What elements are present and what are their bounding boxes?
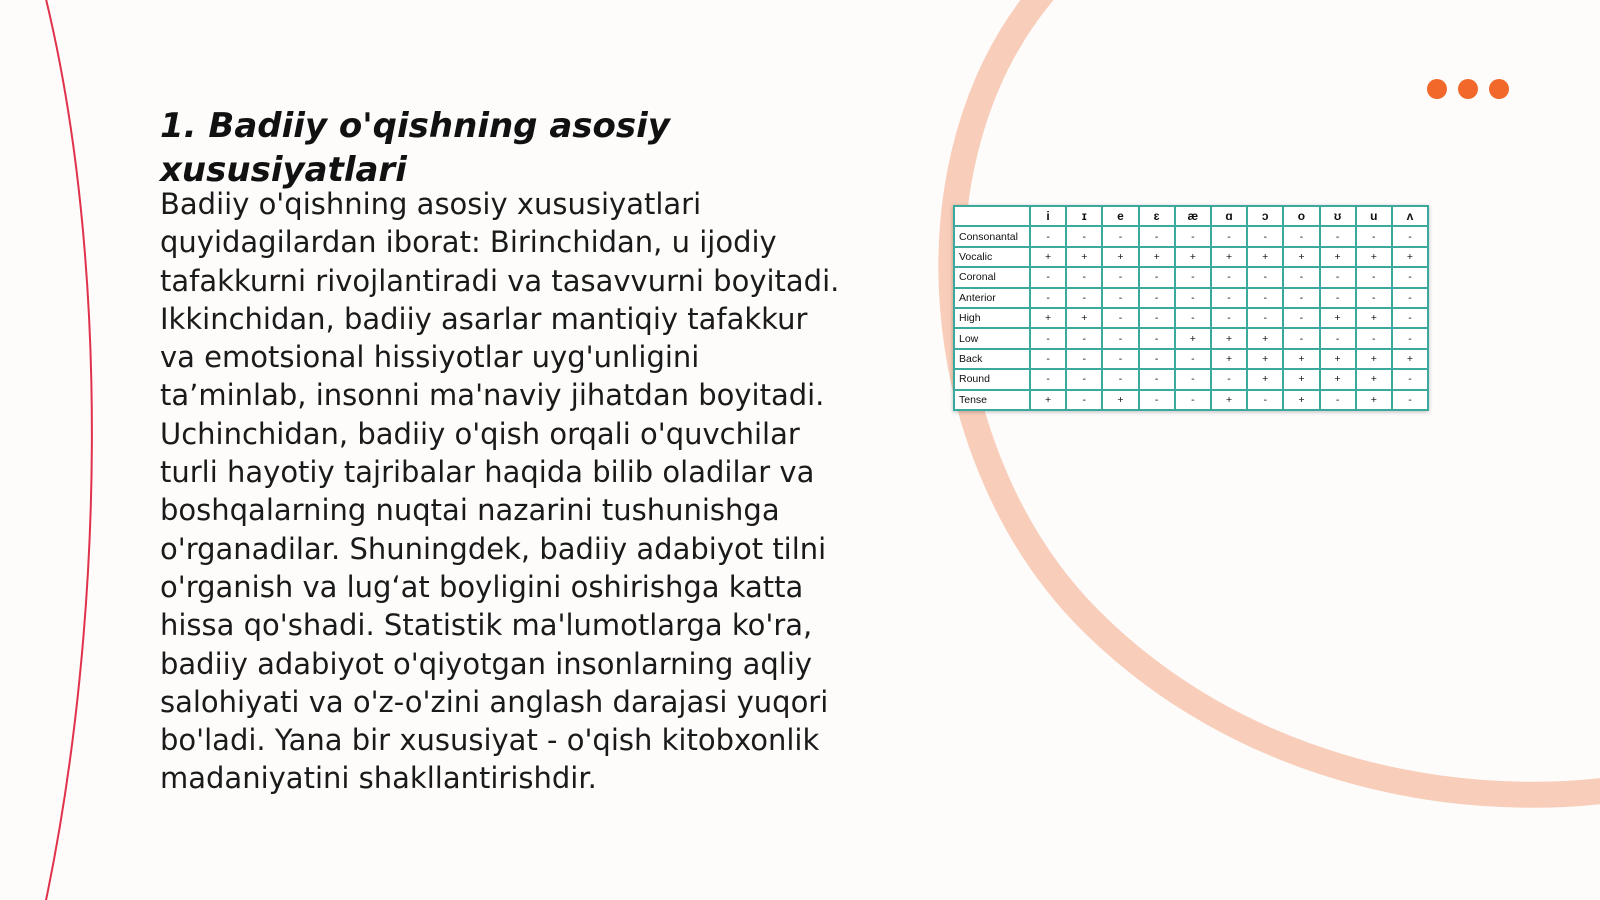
table-cell: - — [1066, 390, 1102, 410]
table-row — [954, 328, 1428, 348]
table-cell: - — [1211, 226, 1247, 246]
table-column-header: u — [1356, 206, 1392, 226]
table-cell: - — [1356, 267, 1392, 287]
table-cell: - — [1211, 308, 1247, 328]
table-column-header: ɑ — [1211, 206, 1247, 226]
table-row-label: Vocalic — [954, 247, 1030, 267]
table-cell: - — [1247, 288, 1283, 308]
table-cell: + — [1247, 328, 1283, 348]
table-cell: - — [1066, 349, 1102, 369]
table-row-label: Round — [954, 369, 1030, 389]
table-row-label: Back — [954, 349, 1030, 369]
table-cell: - — [1102, 267, 1138, 287]
table-cell: - — [1102, 328, 1138, 348]
table-column-header: ʌ — [1392, 206, 1428, 226]
table-column-header: o — [1283, 206, 1319, 226]
table-cell: - — [1139, 226, 1175, 246]
table-row — [954, 288, 1428, 308]
table-column-header: i — [1030, 206, 1066, 226]
table-cell: - — [1283, 288, 1319, 308]
table-cell: - — [1102, 369, 1138, 389]
dot-icon — [1427, 79, 1447, 99]
table-cell: - — [1392, 288, 1428, 308]
table-cell: + — [1283, 349, 1319, 369]
table-cell: - — [1066, 288, 1102, 308]
table-cell: - — [1392, 369, 1428, 389]
table-cell: + — [1392, 349, 1428, 369]
table-cell: - — [1175, 267, 1211, 287]
table-column-header: ɔ — [1247, 206, 1283, 226]
table-cell: - — [1102, 288, 1138, 308]
table-cell: - — [1139, 328, 1175, 348]
table-cell: - — [1175, 288, 1211, 308]
table-cell: + — [1320, 247, 1356, 267]
table-cell: - — [1392, 267, 1428, 287]
table-row — [954, 349, 1428, 369]
table-row-label: Low — [954, 328, 1030, 348]
table-cell: + — [1392, 247, 1428, 267]
table-cell: + — [1211, 349, 1247, 369]
dot-icon — [1489, 79, 1509, 99]
table-cell: + — [1320, 349, 1356, 369]
table-cell: - — [1066, 226, 1102, 246]
table-cell: - — [1392, 226, 1428, 246]
table-cell: - — [1320, 390, 1356, 410]
table-row — [954, 369, 1428, 389]
table-cell: + — [1102, 390, 1138, 410]
table-row-label: Tense — [954, 390, 1030, 410]
table-cell: - — [1320, 226, 1356, 246]
table-cell: - — [1247, 390, 1283, 410]
table-cell: + — [1030, 390, 1066, 410]
table-cell: - — [1066, 369, 1102, 389]
left-red-curve — [45, 0, 92, 900]
table-cell: - — [1030, 349, 1066, 369]
table-cell: + — [1283, 247, 1319, 267]
table-cell: - — [1030, 288, 1066, 308]
table-cell: - — [1356, 288, 1392, 308]
table-cell: - — [1139, 390, 1175, 410]
table-cell: + — [1356, 247, 1392, 267]
table-cell: - — [1175, 390, 1211, 410]
table-cell: + — [1247, 369, 1283, 389]
table-row-label: Consonantal — [954, 226, 1030, 246]
table-cell: - — [1247, 308, 1283, 328]
table-column-header: æ — [1175, 206, 1211, 226]
table-cell: + — [1356, 390, 1392, 410]
vowel-feature-table-image — [953, 205, 1429, 411]
slide-title: 1. Badiiy o'qishning asosiy xususiyatlari — [160, 106, 670, 190]
table-cell: - — [1139, 369, 1175, 389]
slide-body-text: Badiiy o'qishning asosiy xususiyatlari quyidagilardan iborat: Birinchidan, u ijodiy tafakkurni rivojlantiradi va tasavvurni boyitadi. Ikkinchidan, badiiy asarlar mantiqiy tafakkur va emotsional hissiyotlar uyg'unligini ta’minlab, insonni ma'naviy jihatdan boyitadi. Uchinchidan, badiiy o'qish orqali o'quvchilar turli hayotiy tajribalar haqida bilib oladilar va boshqalarning nuqtai nazarini tushunishga o'rganadilar. Shuningdek, badiiy adabiyot tilni o'rganish va lug‘at boyligini oshirishga katta hissa qo'shadi. Statistik ma'lumotlarga ko'ra, badiiy adabiyot o'qiyotgan insonlarning aqliy salohiyati va o'z-o'zini anglash darajasi yuqori bo'ladi. Yana bir xususiyat - o'qish kitobxonlik madaniyatini shakllantirishdir. — [160, 187, 840, 796]
table-cell: - — [1175, 369, 1211, 389]
table-cell: + — [1030, 247, 1066, 267]
table-cell: - — [1392, 328, 1428, 348]
table-cell: - — [1392, 390, 1428, 410]
table-row-label: Coronal — [954, 267, 1030, 287]
table-cell: + — [1066, 308, 1102, 328]
table-cell: - — [1283, 328, 1319, 348]
table-cell: - — [1139, 288, 1175, 308]
table-cell: - — [1066, 328, 1102, 348]
table-cell: + — [1356, 308, 1392, 328]
table-cell: - — [1102, 226, 1138, 246]
table-cell: + — [1283, 369, 1319, 389]
table-cell: + — [1211, 390, 1247, 410]
table-cell: - — [1175, 226, 1211, 246]
three-orange-dots-icon — [1427, 79, 1509, 99]
table-cell: + — [1139, 247, 1175, 267]
table-cell: - — [1283, 226, 1319, 246]
table-cell: - — [1030, 369, 1066, 389]
table-column-header: ɪ — [1066, 206, 1102, 226]
table-cell: - — [1102, 349, 1138, 369]
table-cell: - — [1283, 308, 1319, 328]
table-corner-cell — [954, 206, 1030, 226]
table-cell: - — [1356, 328, 1392, 348]
table-cell: - — [1102, 308, 1138, 328]
table-cell: - — [1392, 308, 1428, 328]
table-cell: + — [1030, 308, 1066, 328]
table-cell: + — [1247, 247, 1283, 267]
table-cell: - — [1283, 267, 1319, 287]
table-cell: - — [1356, 226, 1392, 246]
table-cell: - — [1211, 267, 1247, 287]
table-cell: - — [1175, 308, 1211, 328]
dot-icon — [1458, 79, 1478, 99]
table-row — [954, 226, 1428, 246]
table-cell: - — [1247, 267, 1283, 287]
table-cell: - — [1066, 267, 1102, 287]
table-cell: + — [1066, 247, 1102, 267]
table-cell: + — [1102, 247, 1138, 267]
table-cell: - — [1211, 369, 1247, 389]
table-cell: - — [1139, 349, 1175, 369]
table-header-row — [954, 206, 1428, 226]
table-cell: - — [1247, 226, 1283, 246]
table-cell: - — [1030, 226, 1066, 246]
table-cell: + — [1247, 349, 1283, 369]
table-cell: - — [1320, 328, 1356, 348]
table-body — [954, 226, 1428, 410]
table-cell: + — [1211, 328, 1247, 348]
table-column-header: ʊ — [1320, 206, 1356, 226]
table-cell: - — [1175, 349, 1211, 369]
table-cell: - — [1211, 288, 1247, 308]
table-cell: + — [1356, 349, 1392, 369]
table-row — [954, 308, 1428, 328]
table-row-label: Anterior — [954, 288, 1030, 308]
table-cell: - — [1030, 328, 1066, 348]
table-row — [954, 247, 1428, 267]
vowel-feature-table — [953, 205, 1429, 411]
table-column-header: ɛ — [1139, 206, 1175, 226]
table-cell: - — [1139, 267, 1175, 287]
table-cell: + — [1320, 369, 1356, 389]
table-cell: + — [1175, 328, 1211, 348]
table-cell: - — [1320, 267, 1356, 287]
table-column-header: e — [1102, 206, 1138, 226]
table-row-label: High — [954, 308, 1030, 328]
table-cell: - — [1139, 308, 1175, 328]
table-cell: + — [1320, 308, 1356, 328]
table-cell: + — [1211, 247, 1247, 267]
table-cell: + — [1283, 390, 1319, 410]
table-row — [954, 390, 1428, 410]
table-cell: + — [1356, 369, 1392, 389]
table-row — [954, 267, 1428, 287]
table-cell: - — [1320, 288, 1356, 308]
table-cell: + — [1175, 247, 1211, 267]
table-cell: - — [1030, 267, 1066, 287]
